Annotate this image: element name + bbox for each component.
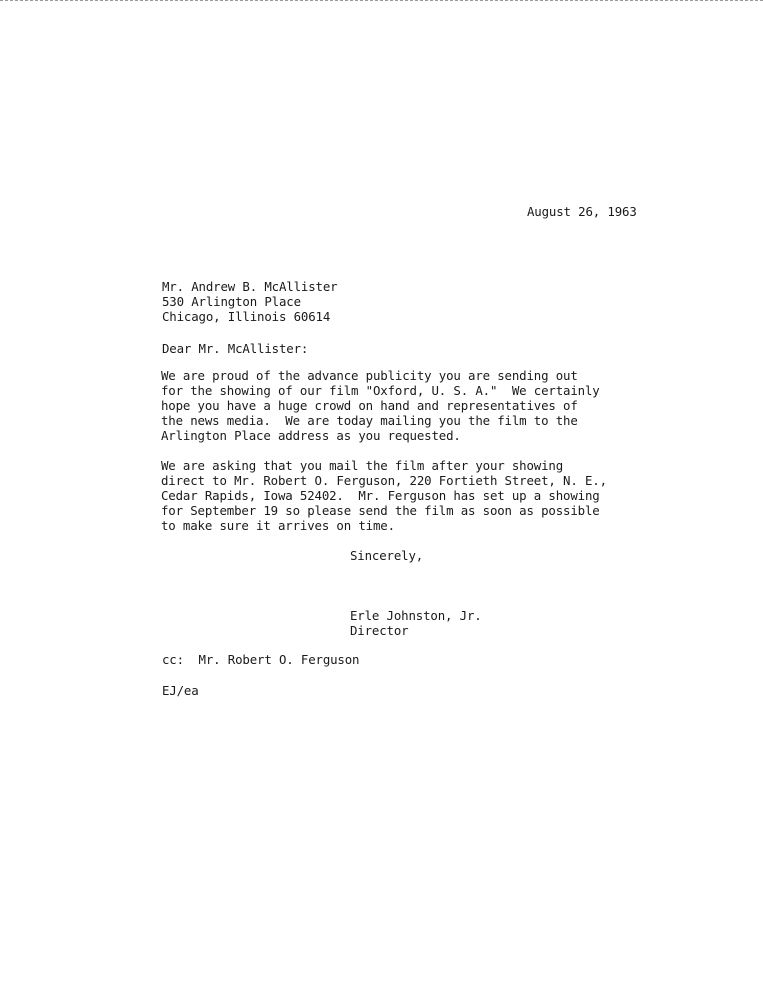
signer-title: Director — [350, 623, 409, 638]
signer-name: Erle Johnston, Jr. — [350, 608, 482, 623]
paragraph-line: direct to Mr. Robert O. Ferguson, 220 Fortieth Street, N. E., — [161, 473, 607, 488]
paragraph-line: hope you have a huge crowd on hand and representatives of — [161, 398, 578, 413]
reference-initials: EJ/ea — [162, 683, 199, 698]
paragraph-line: We are asking that you mail the film after your showing — [161, 458, 564, 473]
recipient-street: 530 Arlington Place — [162, 294, 301, 309]
recipient-name: Mr. Andrew B. McAllister — [162, 279, 338, 294]
carbon-copy-line: cc: Mr. Robert O. Ferguson — [162, 652, 360, 667]
paragraph-line: for the showing of our film "Oxford, U. S. A." We certainly — [161, 383, 600, 398]
complimentary-closing: Sincerely, — [350, 548, 424, 563]
letter-date: August 26, 1963 — [527, 204, 637, 219]
paragraph-line: to make sure it arrives on time. — [161, 518, 395, 533]
paragraph-line: Arlington Place address as you requested. — [161, 428, 461, 443]
salutation: Dear Mr. McAllister: — [162, 341, 309, 356]
recipient-city: Chicago, Illinois 60614 — [162, 309, 331, 324]
paragraph-line: the news media. We are today mailing you the film to the — [161, 413, 578, 428]
paragraph-line: for September 19 so please send the film as soon as possible — [161, 503, 600, 518]
paragraph-line: We are proud of the advance publicity you are sending out — [161, 368, 578, 383]
paragraph-line: Cedar Rapids, Iowa 52402. Mr. Ferguson has set up a showing — [161, 488, 600, 503]
